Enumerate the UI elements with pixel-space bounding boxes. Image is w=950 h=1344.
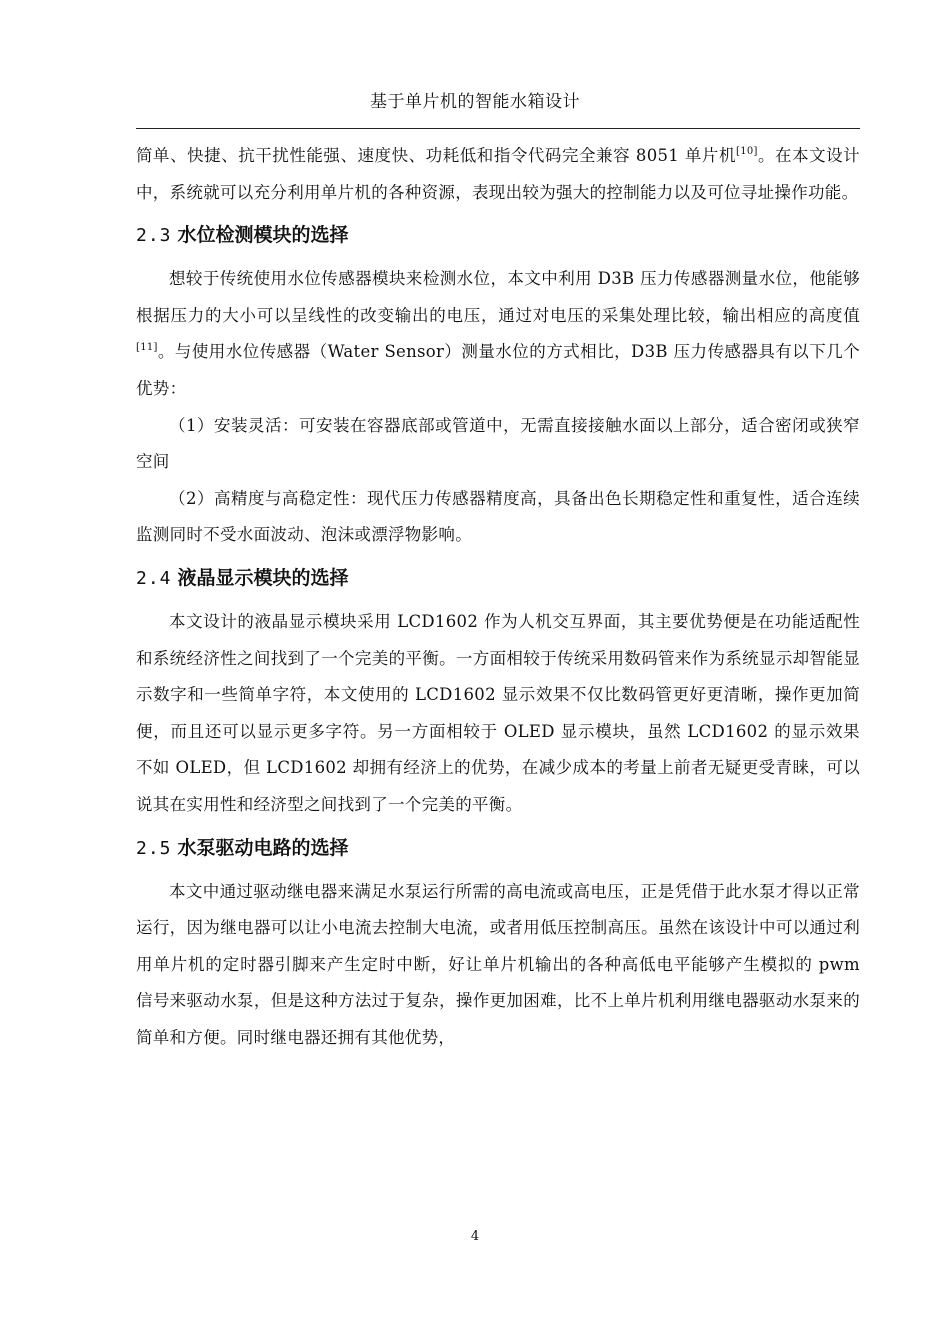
intro-paragraph <box>136 138 860 211</box>
section-2-5-paragraph: 本文中通过驱动继电器来满足水泵运行所需的高电流或高电压，正是凭借于此水泵才得以正常运行，因为继电器可以让小电流去控制大电流，或者用低压控制高压。虽然在该设计中可以通过利用单片机的定时器引脚来产生定时中断，好让单片机输出的各种高低电平能够产生模拟的 pwm 信号来驱动水泵，但是这种方法过于复杂，操作更加困难，比不上单片机利用继电器驱动水泵来的简单和方便。同时继电器还拥有其他优势， <box>136 881 860 1047</box>
citation-10: [10] <box>736 146 758 157</box>
intro-text-start: 简单、快捷、抗干扰性能强、速度快、功耗低和指令代码完全兼容 8051 单片机 <box>136 146 737 165</box>
paragraph-text-end: 。与使用水位传感器（Water Sensor）测量水位的方式相比，D3B 压力传感器具有以下几个优势： <box>136 342 860 398</box>
section-title: 水位检测模块的选择 <box>177 224 349 247</box>
section-2-3-paragraph <box>136 261 860 407</box>
section-number: 2.5 <box>136 837 172 859</box>
citation-11: [11] <box>136 342 158 354</box>
list-item-1: （1）安装灵活：可安装在容器底部或管道中，无需直接接触水面以上部分，适合密闭或狭窄空间 <box>136 415 860 472</box>
body-content <box>136 138 860 1056</box>
section-number: 2.4 <box>136 567 172 589</box>
section-heading-2-4 <box>136 557 860 600</box>
intro-text-end: 。在本文设计中，系统就可以充分利用单片机的各种资源，表现出较为强大的控制能力以及可位寻址操作功能。 <box>136 146 860 202</box>
paragraph-text-start: 想较于传统使用水位传感器模块来检测水位，本文中利用 D3B 压力传感器测量水位，他能够根据压力的大小可以呈线性的改变输出的电压，通过对电压的采集处理比较，输出相应的高度值 <box>136 269 860 325</box>
section-heading-2-3 <box>136 214 860 257</box>
page-number: 4 <box>470 1229 480 1244</box>
section-number: 2.3 <box>136 225 172 247</box>
section-heading-2-5 <box>136 827 860 870</box>
running-header-title: 基于单片机的智能水箱设计 <box>370 92 580 112</box>
section-2-4-paragraph: 本文设计的液晶显示模块采用 LCD1602 作为人机交互界面，其主要优势便是在功能适配性和系统经济性之间找到了一个完美的平衡。一方面相较于传统采用数码管来作为系统显示却智能显示数字和一些简单字符，本文使用的 LCD1602 显示效果不仅比数码管更好更清晰，操作更加简便，而且还可以显示更多字符。另一方面相较于 OLED 显示模块，虽然 LCD1602 的显示效果不如 OLED，但 LCD1602 却拥有经济上的优势，在减少成本的考量上前者无疑更受青睐，可以说其在实用性和经济型之间找到了一个完美的平衡。 <box>136 611 860 814</box>
header-divider <box>136 128 860 129</box>
section-title: 液晶显示模块的选择 <box>177 566 349 589</box>
section-title: 水泵驱动电路的选择 <box>177 836 349 859</box>
list-item-2: （2）高精度与高稳定性：现代压力传感器精度高，具备出色长期稳定性和重复性，适合连续监测同时不受水面波动、泡沫或漂浮物影响。 <box>136 488 860 545</box>
